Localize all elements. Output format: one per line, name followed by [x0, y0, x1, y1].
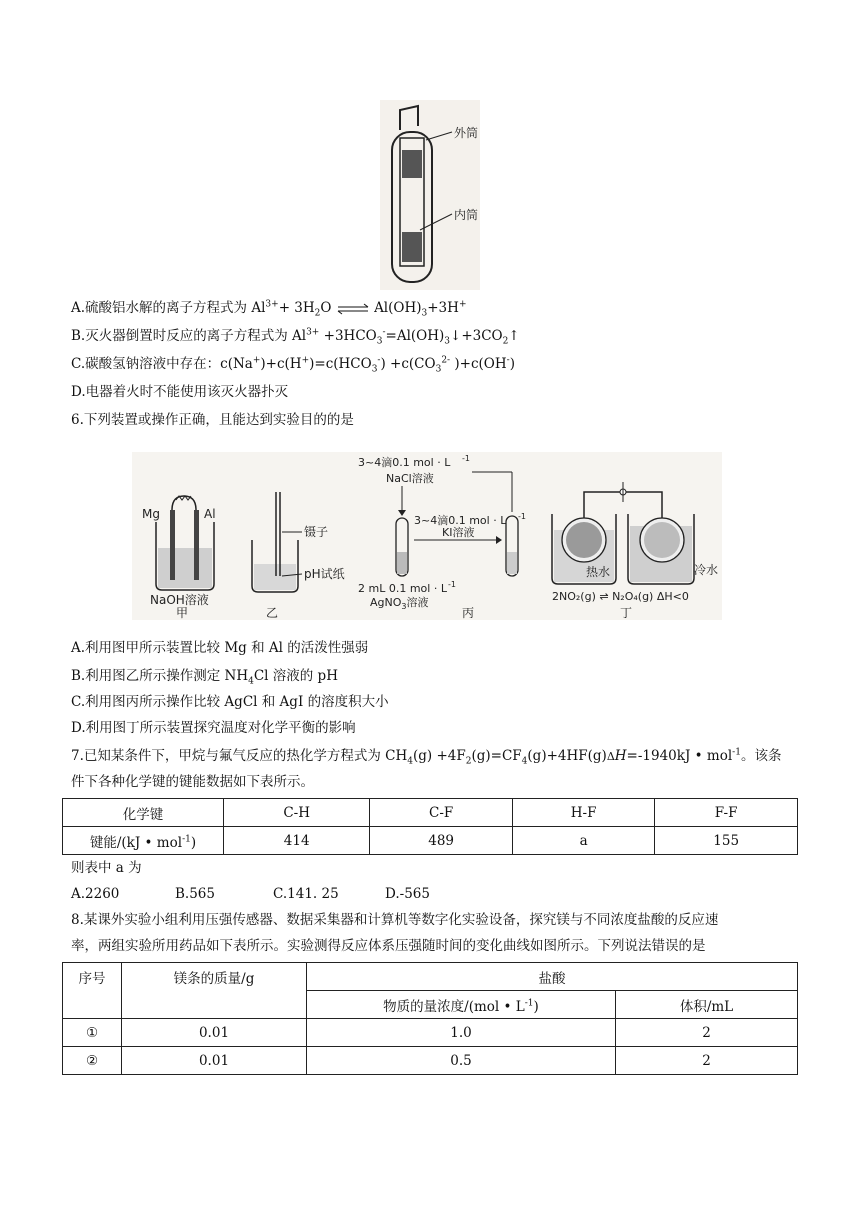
label-ding: 丁	[620, 606, 633, 620]
label-yi: 乙	[266, 606, 279, 620]
label-agno3-amount: 2 mL 0.1 mol · L	[358, 582, 447, 595]
table-cell: F-F	[655, 799, 798, 827]
table-cell: 键能/(kJ • mol$^{-1}$)	[63, 827, 224, 855]
label-naoh: NaOH溶液	[150, 593, 209, 607]
table-cell: 2	[616, 1047, 798, 1075]
table-cell: 489	[370, 827, 513, 855]
table-cell: a	[512, 827, 654, 855]
label-nacl-drops: 3~4滴0.1 mol · L	[358, 456, 451, 469]
label-hot-water: 热水	[586, 565, 611, 579]
q5-option-c: C.碳酸氢钠溶液中存在：$c(Na^+)+c(H^+)=c(HCO_3^-) +c(CO_3^{2-}$ )+c(OH-)	[71, 355, 515, 375]
label-nacl-solution: NaCl溶液	[386, 472, 434, 485]
table-cell: ②	[63, 1047, 122, 1075]
q6-option-b: B.利用图乙所示操作测定 $NH_4Cl$ 溶液的 pH	[71, 668, 338, 687]
q7-option-c: C.141. 25	[273, 886, 339, 902]
label-no2-equation: 2NO₂(g) ⇌ N₂O₄(g) ΔH<0	[552, 590, 689, 603]
table-cell: 414	[224, 827, 370, 855]
table-row	[63, 827, 798, 855]
equilibrium-arrow-icon	[336, 303, 370, 315]
q7-option-a: A.2260	[71, 886, 120, 902]
table-cell: 物质的量浓度/(mol • $L^{-1}$)	[307, 991, 616, 1019]
table-header-row	[63, 799, 798, 827]
q7-ask: 则表中 a 为	[71, 860, 142, 876]
reagent-table	[62, 962, 798, 1075]
label-ki-solution: KI溶液	[442, 526, 475, 539]
label-ki-unit-sup: -1	[518, 512, 526, 521]
q8-stem-line2: 率，两组实验所用药品如下表所示。实验测得反应体系压强随时间的变化曲线如图所示。下列说法错误的是	[71, 938, 706, 954]
q5-option-a: A.硫酸铝水解的离子方程式为 $Al^{3+}+ 3H_2O$ $Al(OH)_3+3H^+$	[71, 299, 467, 319]
table-cell: 盐酸	[307, 963, 798, 991]
fire-extinguisher-figure	[370, 100, 490, 290]
label-al: Al	[204, 507, 216, 521]
label-agno3-unit-sup: -1	[448, 580, 456, 589]
inner-cylinder-label: 内筒	[454, 208, 479, 222]
label-nacl-unit-sup: -1	[462, 454, 470, 463]
table-cell: 体积/mL	[616, 991, 798, 1019]
table-cell: 化学键	[63, 799, 224, 827]
q6-stem: 6.下列装置或操作正确，且能达到实验目的的是	[71, 412, 354, 428]
table-cell: 2	[616, 1019, 798, 1047]
outer-cylinder-label: 外筒	[454, 126, 479, 140]
table-header-row	[63, 963, 798, 991]
q6-option-a: A.利用图甲所示装置比较 Mg 和 Al 的活泼性强弱	[71, 640, 369, 656]
label-mg: Mg	[142, 507, 160, 521]
table-cell: 1.0	[307, 1019, 616, 1047]
label-ki-drops: 3~4滴0.1 mol · L	[414, 514, 507, 527]
label-agno3-solution: AgNO$_3$溶液	[370, 596, 429, 611]
table-cell: 155	[655, 827, 798, 855]
bond-energy-table	[62, 798, 798, 855]
q7-option-d: D.-565	[385, 886, 430, 902]
table-cell: C-H	[224, 799, 370, 827]
label-cold-water: 冷水	[694, 563, 719, 577]
table-cell: ①	[63, 1019, 122, 1047]
table-cell: H-F	[512, 799, 654, 827]
table-cell: 镁条的质量/g	[122, 963, 307, 1019]
table-cell: 0.5	[307, 1047, 616, 1075]
q8-stem-line1: 8.某课外实验小组利用压强传感器、数据采集器和计算机等数字化实验设备，探究镁与不同浓度盐酸的反应速	[71, 912, 719, 928]
q7-option-b: B.565	[175, 886, 215, 902]
q5-option-d: D.电器着火时不能使用该灭火器扑灭	[71, 384, 289, 400]
table-cell: C-F	[370, 799, 513, 827]
q5-option-b: B.灭火器倒置时反应的离子方程式为 $Al^{3+}$ $+3HCO_3^-=Al(OH)_3↓+3CO_2↑$	[71, 327, 520, 347]
label-jia: 甲	[176, 606, 189, 620]
table-row	[63, 1047, 798, 1075]
q6-option-c: C.利用图丙所示操作比较 AgCl 和 AgI 的溶度积大小	[71, 694, 389, 710]
table-row	[63, 1019, 798, 1047]
label-ph-paper: pH试纸	[304, 567, 345, 581]
q6-option-d: D.利用图丁所示装置探究温度对化学平衡的影响	[71, 720, 356, 736]
q7-stem-line1: 7.已知某条件下，甲烷与氟气反应的热化学方程式为 $CH_4(g) +4F_2(g)=CF_4(g)+4HF(g)\Delta H=-1940kJ$ • mol$^{-1}$。该条	[71, 747, 782, 767]
table-cell: 0.01	[122, 1047, 307, 1075]
q7-options	[71, 884, 430, 904]
q6-apparatus-figure	[132, 452, 722, 620]
q7-stem-line2: 件下各种化学键的键能数据如下表所示。	[71, 774, 314, 790]
label-bing: 丙	[462, 606, 475, 620]
table-cell: 0.01	[122, 1019, 307, 1047]
label-tweezers: 镊子	[304, 525, 329, 539]
table-cell: 序号	[63, 963, 122, 1019]
